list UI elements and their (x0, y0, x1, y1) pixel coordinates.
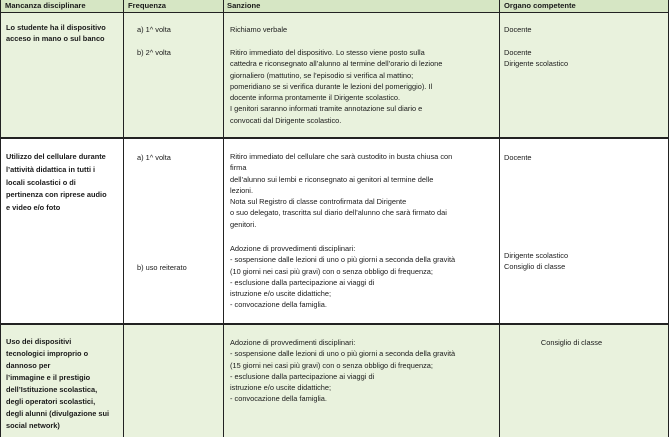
header-sanzione: Sanzione (227, 1, 261, 10)
header-frequenza: Frequenza (128, 1, 166, 10)
row-divider (1, 323, 668, 325)
row3-mancanza: Uso dei dispositivi tecnologici improprio o dannoso per l’immagine e il prestigio dell’Istituzione scolastica, degli operatori scolastici, degli alunni (divulgazione sui social network) (6, 337, 110, 430)
column-divider (499, 0, 500, 437)
row1-sanzione-a: Richiamo verbale (230, 25, 288, 34)
row2-frequenza-a: a) 1^ volta (137, 153, 171, 162)
row2-organo-b: Dirigente scolastico Consiglio di classe (504, 251, 569, 272)
column-divider (223, 0, 224, 437)
column-divider (123, 0, 124, 437)
row1-frequenza-b: b) 2^ volta (137, 48, 171, 57)
row1-frequenza-a: a) 1^ volta (137, 25, 171, 34)
row2-frequenza-b: b) uso reiterato (137, 263, 187, 272)
header-organo: Organo competente (504, 1, 576, 10)
row-divider (1, 137, 668, 139)
row3-organo: Consiglio di classe (540, 338, 603, 347)
row2-organo-a: Docente (504, 153, 532, 162)
table-header (1, 0, 668, 13)
row3-sanzione: Adozione di provvedimenti disciplinari: - sospensione dalle lezioni di uno o più giorni a seconda della gravità (15 giorni nei casi più gravi) con o senza obbligo di frequenza; - esclusione dalla partecipazione ai viaggi di istruzione e/o uscite didattiche; - convocazione della famiglia. (230, 338, 456, 404)
row1-sanzione-b: Ritiro immediato del dispositivo. Lo stesso viene posto sulla cattedra e riconsegnato all’alunno al termine dell’orario di lezione giornaliero (mattutino, se l’episodio si verifica al mattino; pomeridiano se si verifica durante le lezioni del pomeriggio). Il docente informa prontamente il Dirigente scolastico. I genitori saranno informati tramite annotazione sul diario e convocati dal Dirigente scolastico. (230, 48, 443, 125)
row2-sanzione-a: Ritiro immediato del cellulare che sarà custodito in busta chiusa con firma dell’alunno sui lembi e riconsegnato ai genitori al termine delle lezioni. Nota sul Registro di classe controfirmata dal Dirigente o suo delegato, trascritta sul diario dell’alunno che sarà firmato dai genitori. (230, 152, 453, 229)
row1-mancanza: Lo studente ha il dispositivo acceso in mano o sul banco (6, 23, 106, 44)
row2-mancanza: Utilizzo del cellulare durante l’attività didattica in tutti i locali scolastici o di pertinenza con riprese audio e video e/o foto (6, 152, 107, 213)
header-mancanza: Mancanza disciplinare (5, 1, 86, 10)
row1-organo-b: Docente Dirigente scolastico (504, 48, 569, 69)
row1-organo-a: Docente (504, 25, 532, 34)
row2-sanzione-b: Adozione di provvedimenti disciplinari: - sospensione dalle lezioni di uno o più giorni a seconda della gravità (10 giorni nei casi più gravi) con o senza obbligo di frequenza; - esclusione dalla partecipazione ai viaggi di istruzione e/o uscite didattiche; - convocazione della famiglia. (230, 244, 456, 310)
